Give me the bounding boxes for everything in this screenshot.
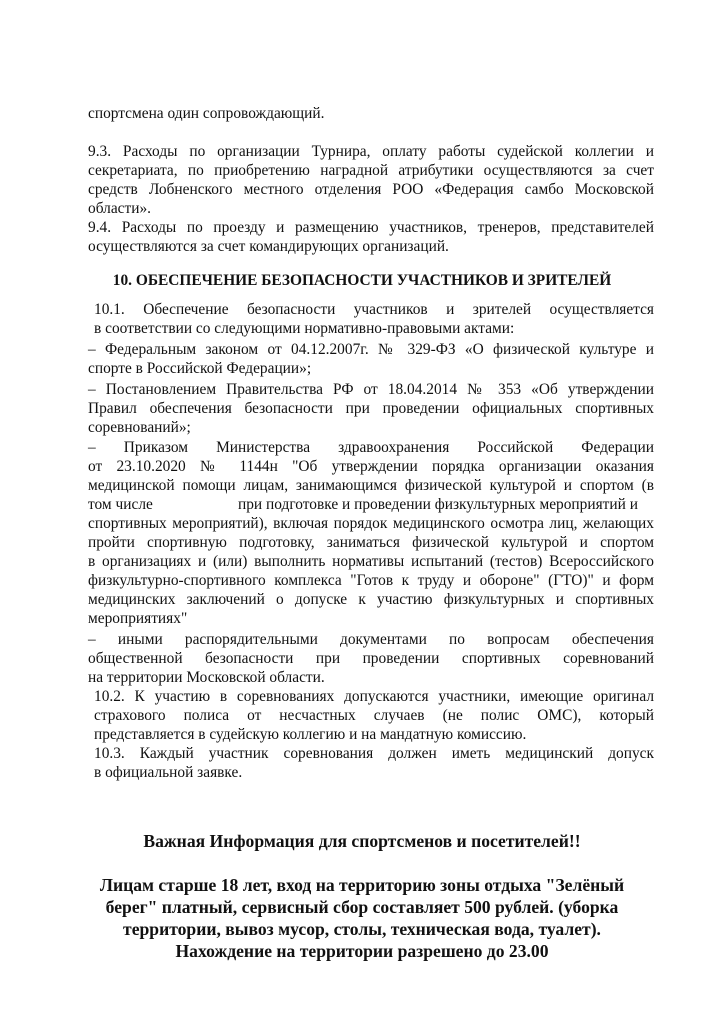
text-line: представляется в судейскую коллегию и на мандатную комиссию. xyxy=(94,726,527,743)
text-line: в соответствии со следующими нормативно-правовыми актами: xyxy=(94,320,515,337)
text-line: в официальной заявке. xyxy=(94,764,243,781)
text-line: – Федеральным законом от 04.12.2007г. № 329-ФЗ «О физической культуре и xyxy=(88,341,654,358)
text-line: пройти спортивную подготовку, заниматься физической культурой и спортом xyxy=(88,534,654,551)
text-line: в организациях и (или) выполнить нормативы испытаний (тестов) Всероссийского xyxy=(88,553,654,570)
text-line: средств Лобненского местного отделения РОО «Федерация самбо Московской xyxy=(88,181,654,198)
section-heading: 10. ОБЕСПЕЧЕНИЕ БЕЗОПАСНОСТИ УЧАСТНИКОВ И ЗРИТЕЛЕЙ xyxy=(112,272,612,289)
text-line: медицинских заключений о допуске к участию физкультурных и спортивных xyxy=(88,591,654,608)
text-line: секретариата, по приобретению наградной атрибутики осуществляются за счет xyxy=(88,162,654,179)
text-line: спортивных мероприятий), включая порядок медицинского осмотра лиц, желающих xyxy=(88,515,654,532)
text-line: мероприятиях" xyxy=(88,610,188,627)
text-line: – иными распорядительными документами по вопросам обеспечения xyxy=(88,631,654,648)
text-line: 9.4. Расходы по проезду и размещению участников, тренеров, представителей xyxy=(88,219,654,236)
text-line: от 23.10.2020 № 1144н "Об утверждении порядка организации оказания xyxy=(88,458,654,475)
text-line: области». xyxy=(88,200,151,217)
notice-line: берег" платный, сервисный сбор составляет 500 рублей. (уборка xyxy=(105,897,619,917)
text-line: медицинской помощи лицам, занимающимся физической культурой и спортом (в xyxy=(88,477,654,494)
text-line: физкультурно-спортивного комплекса "Готов к труду и обороне" (ГТО)" и форм xyxy=(88,572,654,589)
notice-line: Нахождение на территории разрешено до 23.00 xyxy=(175,941,549,961)
text-line: 10.3. Каждый участник соревнования должен иметь медицинский допуск xyxy=(94,745,654,762)
notice-title: Важная Информация для спортсменов и посетителей!! xyxy=(143,831,581,851)
text-line: соревнований»; xyxy=(88,419,191,436)
text-line: при подготовке и проведении физкультурных мероприятий и xyxy=(238,496,638,513)
text-line: спортсмена один сопровождающий. xyxy=(88,105,325,122)
text-line: 10.1. Обеспечение безопасности участников и зрителей осуществляется xyxy=(94,301,654,318)
text-line: – Постановлением Правительства РФ от 18.04.2014 № 353 «Об утверждении xyxy=(88,381,654,398)
text-line: 10.2. К участию в соревнованиях допускаются участники, имеющие оригинал xyxy=(94,688,654,705)
text-line: 9.3. Расходы по организации Турнира, оплату работы судейской коллегии и xyxy=(88,143,654,160)
text-line: спорте в Российской Федерации»; xyxy=(88,360,312,377)
text-line: – Приказом Министерства здравоохранения Российской Федерации xyxy=(88,439,654,456)
text-line: страхового полиса от несчастных случаев (не полис ОМС), который xyxy=(94,707,654,724)
text-line: общественной безопасности при проведении спортивных соревнований xyxy=(88,650,654,667)
notice-line: Лицам старше 18 лет, вход на территорию зоны отдыха "Зелёный xyxy=(99,875,625,895)
text-line: осуществляются за счет командирующих организаций. xyxy=(88,238,449,255)
text-line: Правил обеспечения безопасности при проведении официальных спортивных xyxy=(88,400,654,417)
text-line: том числе xyxy=(88,496,153,513)
notice-line: территории, вывоз мусор, столы, техническая вода, туалет). xyxy=(123,919,601,939)
text-line: на территории Московской области. xyxy=(88,669,325,686)
